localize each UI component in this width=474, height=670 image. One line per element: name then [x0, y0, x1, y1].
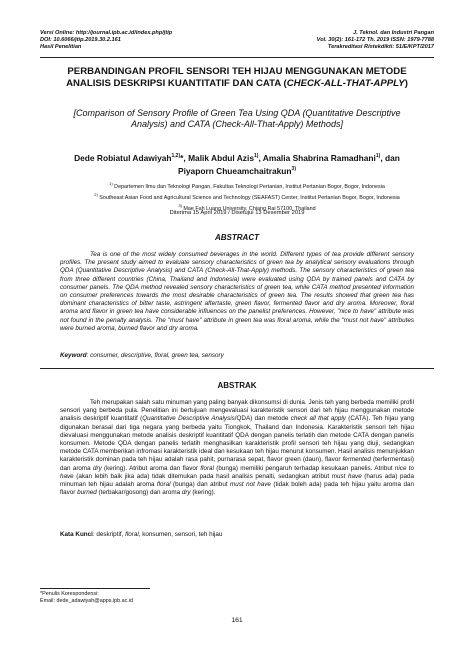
header-volume-issn: Vol. 30(2): 161-172 Th. 2019 ISSN: 1979-7788	[316, 37, 434, 43]
abstrak-text: (kering). Atribut aroma dan flavor	[101, 464, 201, 472]
abstrak-italic: fermented	[342, 456, 371, 464]
header-right	[317, 30, 434, 51]
header-accreditation: Terakreditasi Ristekdikti: 51/E/KPT/2017	[327, 44, 434, 50]
page-number: 161	[231, 617, 243, 624]
abstrak-body	[60, 399, 414, 497]
author-1-affil: 1,2)	[171, 153, 181, 159]
affiliation-text: Mae Fah Luang University, Chiang Rai 57100, Thailand	[183, 205, 316, 212]
abstrak-text: (kering).	[190, 489, 216, 497]
abstract-heading: ABSTRACT	[215, 233, 259, 242]
abstrak-heading: ABSTRAK	[217, 381, 257, 390]
affiliation-text: Southeast Asian Food and Agricultural Science and Technology (SEAFAST) Center, Institut Pertanian Bogor, Bogor, Indonesia	[99, 194, 400, 201]
affiliation-1	[60, 180, 434, 191]
received-accepted-dates: Diterima 15 April 2019 / Disetujui 13 Desember 2019	[169, 210, 305, 216]
author-2-affil: 1)	[253, 153, 259, 159]
affiliation-marker: 2)	[94, 192, 98, 197]
kata-kunci-label: Kata Kunci	[60, 531, 93, 538]
affiliation-marker: 1)	[109, 181, 113, 186]
abstrak-text: /QDA) dan metode	[234, 415, 291, 423]
header-article-type: Hasil Penelitian	[40, 44, 82, 50]
abstrak-text: (bunga) memiliki pengaruh terhadap kesukaan panelis. Atribut	[213, 464, 395, 472]
header-online-version: Versi Online: http://journal.ipb.ac.id/index.php/jtip	[40, 30, 173, 36]
keywords	[60, 352, 414, 360]
kata-kunci	[60, 531, 414, 539]
abstrak-paragraph	[60, 399, 414, 497]
abstrak-text: (CATA). Teh hijau yang digunakan berasal dari tiga negara yang berbeda yaitu Tiongkok, Thailand dan Indonesia. Karakteristik sensori teh hijau dievaluasi menggunakan metode analisis deskriptif kuantitatif QDA dengan panelis terlatih dan metode CATA dengan panelis konsumen. Metode QDA dengan panelis terlatih menghasilkan karakteristik profil sensori teh hijau yang diuji, sedangkan metode CATA memberikan infromasi karakteristik ideal dan kesukaan teh hijau menurut konsumen. Hasil analisis menunjukkan karakteristik dominan pada teh hijau adalah rasa pahit, purnarasa sepat, flavor green (daun), flavor	[60, 415, 415, 464]
author-line-1	[44, 151, 430, 164]
header-doi: DOI: 10.6066/jtip.2019.30.2.161	[40, 37, 121, 43]
author-sep: , dan	[380, 152, 400, 163]
title-line-2-italic: CHECK-ALL-THAT-APPLY	[286, 78, 405, 89]
affiliations	[60, 180, 434, 213]
author-4-affil: 3)	[291, 165, 296, 172]
affiliation-2	[60, 191, 434, 202]
keywords-label: Keyword	[60, 352, 87, 359]
footnote-email: Email: dede_adawiyah@apps.ipb.ac.id	[40, 598, 133, 605]
author-3-affil: 1)	[375, 153, 381, 159]
author-1-corresponding: *	[180, 152, 184, 163]
abstract-body	[60, 251, 414, 333]
author-4: Piyaporn Chueamchaitrakun	[177, 165, 292, 176]
header-journal-name: J. Teknol. dan Industri Pangan	[353, 30, 434, 36]
paper-subtitle	[50, 108, 424, 130]
abstrak-italic: Quantitative Descriptive Analysis	[142, 415, 235, 423]
title-line-2-text: ANALISIS DESKRIPSI KUANTITATIF DAN CATA (	[66, 78, 287, 89]
keywords-text: : consumer, descriptive, floral, green tea, sensory	[86, 352, 224, 359]
subtitle-line-1: [Comparison of Sensory Profile of Green Tea Using QDA (Quantitative Descriptive	[73, 108, 401, 118]
abstrak-italic: must not have	[230, 481, 271, 489]
abstract-paragraph: Tea is one of the most widely consumed beverages in the world. Different types of tea provide different sensory profiles. The present study aimed to evaluate sensory characteristics of green tea by analytical sensory evaluations through QDA (Quantitative Descriptive Analysis) and CATA (Check-All-That-Apply) methods. The sensory characteristics of green tea from three different countries (China, Thailand and Indonesia) were evaluated using QDA by trained panels and CATA by consumer panels. The QDA method revealed sensory characteristics of green tea, while CATA method presented information on consumer preferences towards the most desirable characteristics of green tea. The results showed that green tea has dominant characteristics of bitter taste, astringent aftertaste, green flavor, fermented flavor and dry aroma. Moreover, floral aroma and flavor in green tea have considerable influences on the panelist preferences. However, "nice to have" attribute was not found in the penalty analysis. The "must have" attribute in green tea was floral aroma, while the "must not have" attributes were burned aroma, burned flavor and dry aroma.	[60, 251, 414, 332]
affiliation-text: Departemen Ilmu dan Teknologi Pangan, Fakultas Teknologi Pertanian, Institut Pertanian Bogor, Bogor, Indonesia	[114, 183, 385, 190]
abstrak-italic: must have	[331, 472, 362, 480]
title-line-2-end: )	[404, 78, 408, 89]
abstrak-italic: dry	[92, 464, 102, 472]
author-2: Malik Abdul Azis	[188, 152, 254, 163]
kata-kunci-italic: floral	[125, 531, 139, 538]
title-line-2	[36, 78, 438, 90]
footnote	[40, 591, 133, 606]
abstrak-italic: check all that apply	[290, 415, 346, 423]
subtitle-line-2: Analysis) and CATA (Check-All-That-Apply) Methods]	[131, 119, 343, 129]
author-sep: ,	[183, 152, 189, 163]
author-1: Dede Robiatul Adawiyah	[74, 152, 172, 163]
abstrak-italic: floral	[200, 464, 214, 472]
footnote-corresponding: *Penulis Korespondensi:	[40, 591, 99, 597]
abstrak-italic: burned	[77, 489, 97, 497]
abstrak-text: (terfermentasi) dan aroma	[60, 456, 414, 472]
title-line-1: PERBANDINGAN PROFIL SENSORI TEH HIJAU MENGGUNAKAN METODE	[67, 66, 407, 77]
author-line-2	[44, 164, 430, 177]
section-divider	[40, 368, 434, 369]
kata-kunci-text: : deskriptif,	[92, 531, 126, 538]
paper-title	[36, 66, 438, 90]
abstrak-text: (tidak boleh ada) pada teh hijau yaitu aroma dan flavor	[60, 481, 414, 497]
affiliation-marker: 3)	[178, 203, 182, 208]
abstrak-italic: dry	[181, 489, 191, 497]
abstrak-text: Teh merupakan salah satu minuman yang paling banyak dikonsumsi di dunia. Jenis teh yang berbeda memiliki profil sensori yang berbeda pula. Penelitian ini bertujuan mengevaluasi karakteristik sensori dari teh hijau menggunakan metode analisis deskriptif kuantitatif (	[60, 399, 414, 423]
header-divider	[40, 57, 434, 58]
abstrak-text: (bunga) dan atribut	[170, 481, 230, 489]
abstrak-text: (harus ada) pada minuman teh hijau adalah aroma	[60, 472, 414, 489]
author-3: Amalia Shabrina Ramadhani	[262, 152, 376, 163]
abstrak-text: (akan lebih baik jika ada) tidak ditemukan pada hasil analisis penalti, sedangkan atribut	[73, 472, 332, 480]
author-sep: ,	[258, 152, 263, 163]
abstrak-italic: floral	[156, 481, 171, 489]
author-list	[44, 151, 430, 177]
footnote-divider	[40, 588, 150, 589]
abstrak-italic: nice to have	[60, 464, 415, 480]
kata-kunci-text: , konsumen, sensori, teh hijau	[138, 531, 223, 538]
abstrak-text: (terbakar/gosong) dan aroma	[96, 489, 182, 497]
header-left	[40, 30, 172, 51]
